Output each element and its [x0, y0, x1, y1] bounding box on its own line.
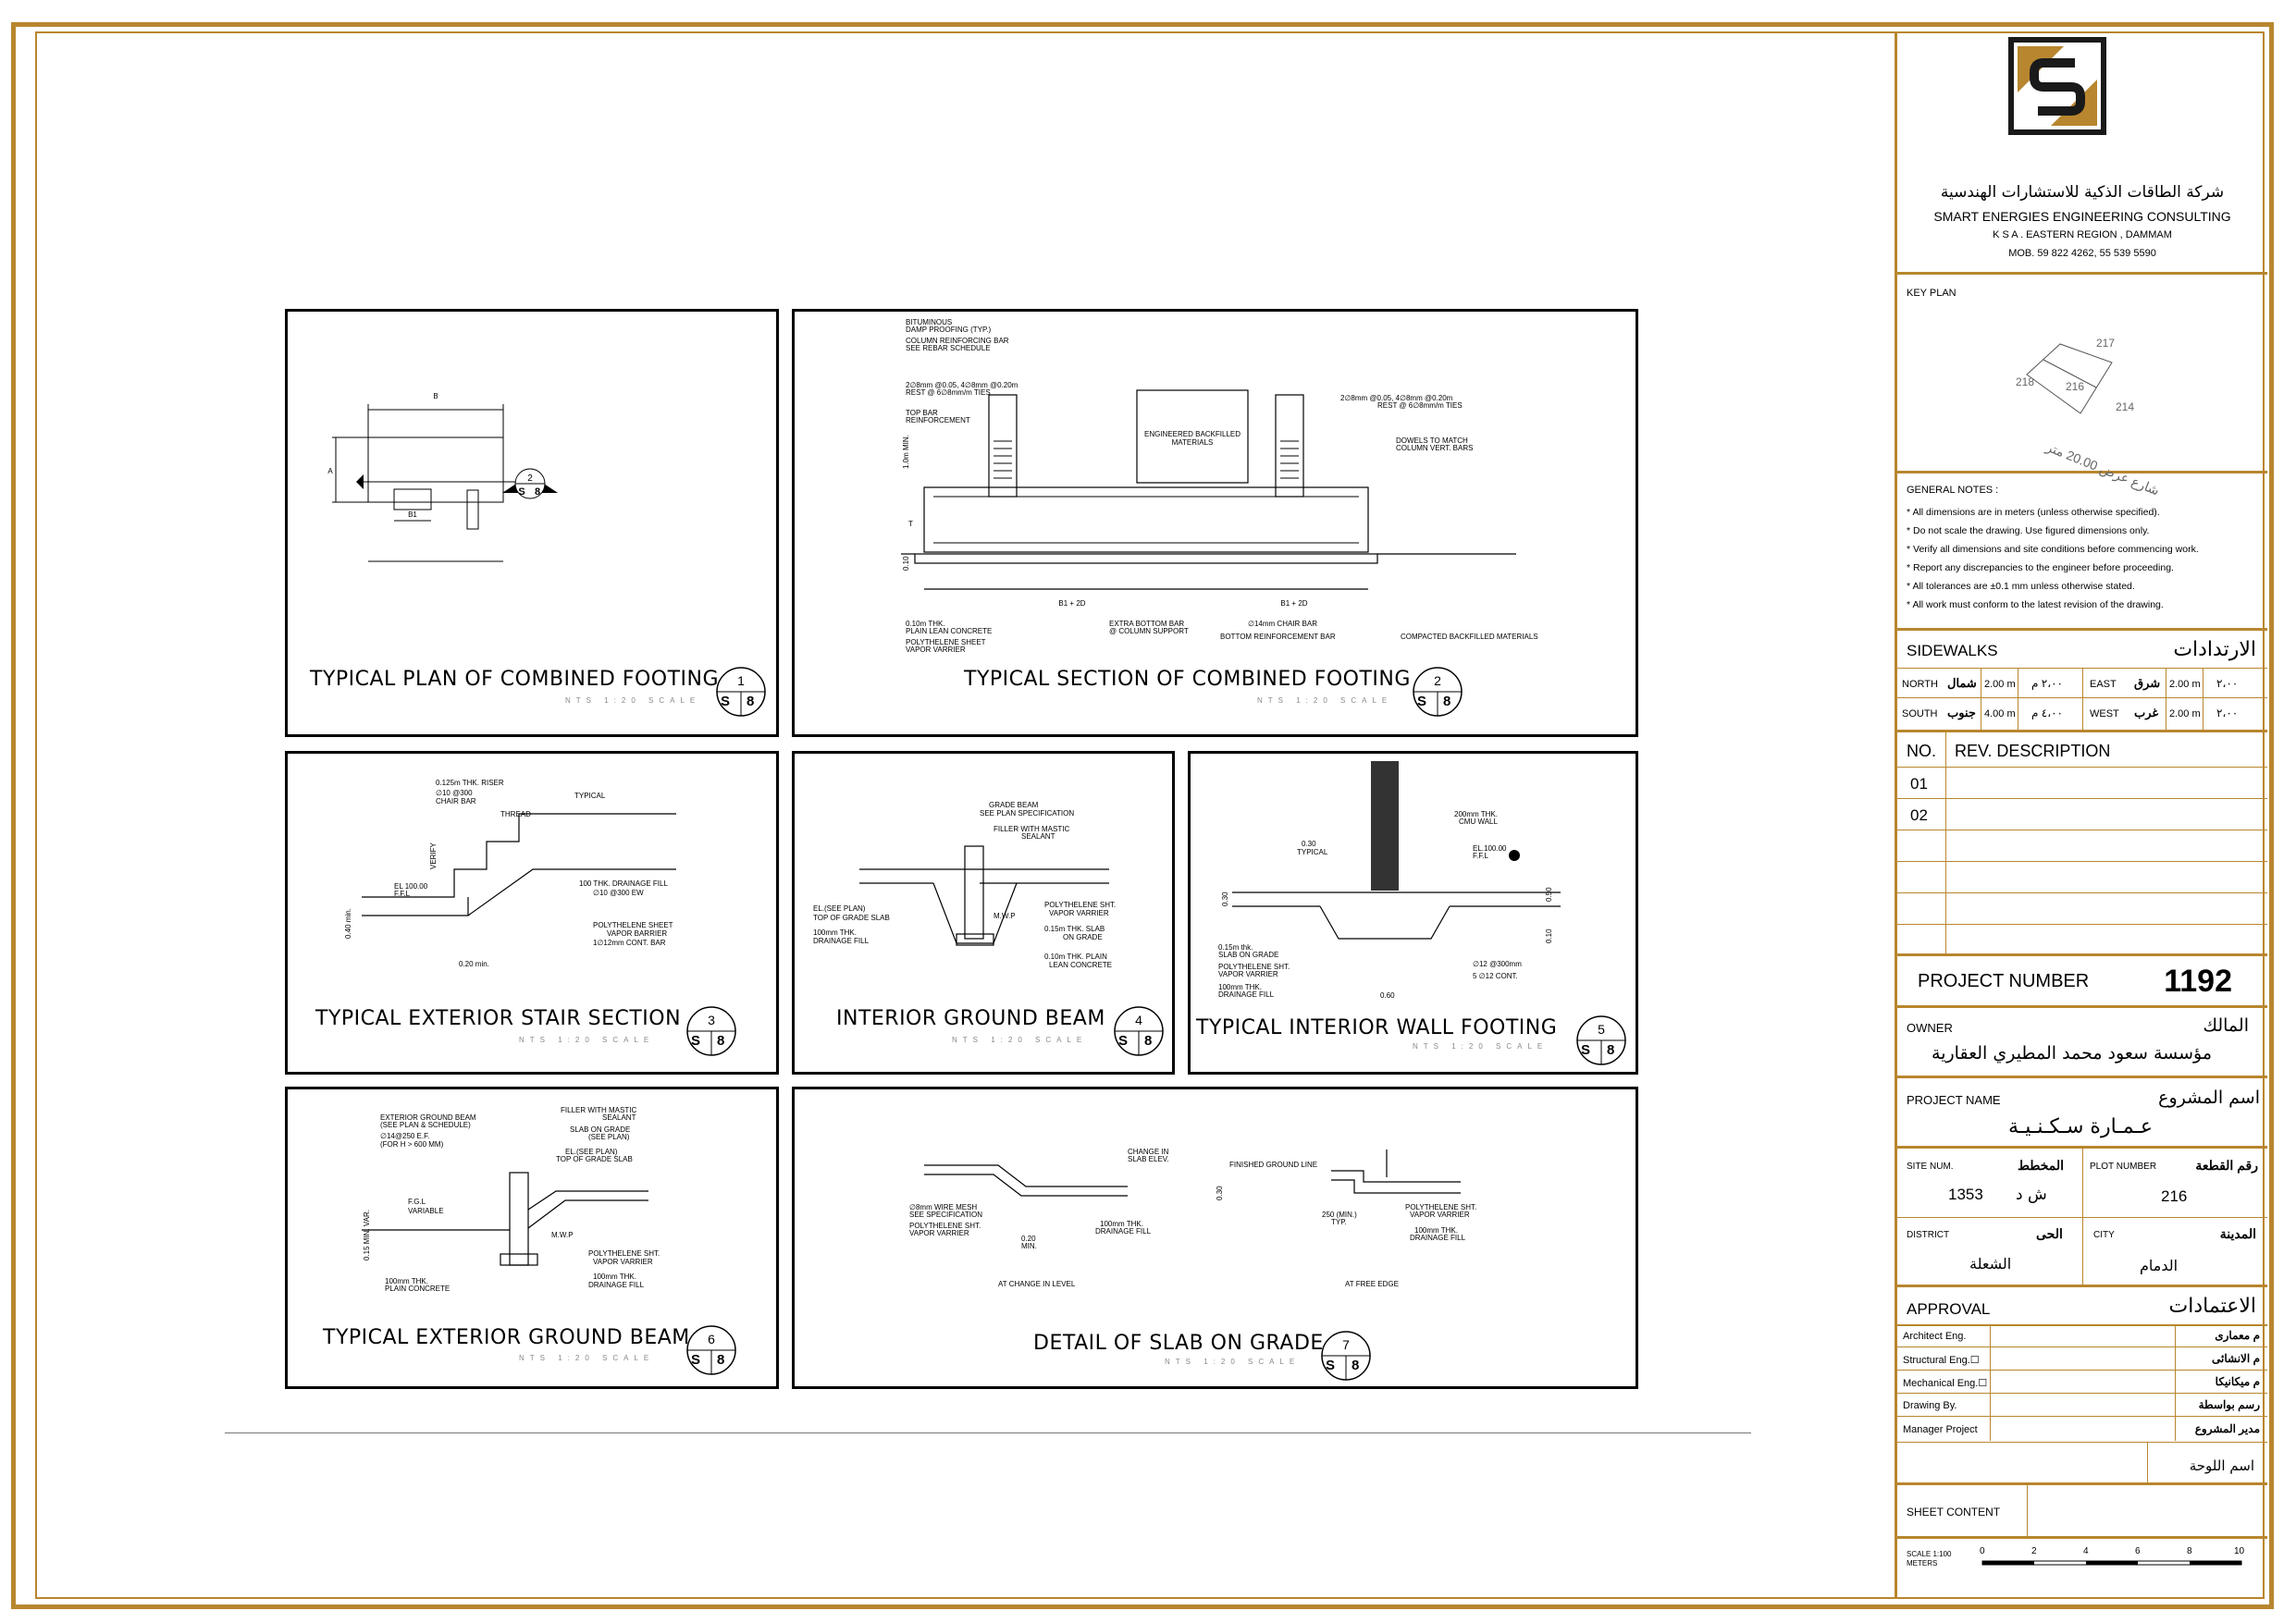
- detail-bubble: [684, 1322, 739, 1378]
- panel-interior-wall-footing: [1188, 751, 1638, 1075]
- p2-note: COMPACTED BACKFILLED MATERIALS: [1401, 633, 1538, 641]
- scale-unit: METERS: [1907, 1559, 1938, 1568]
- approval-role: Drawing By.: [1903, 1400, 1957, 1411]
- scale-mark: NTS 1:20 SCALE: [519, 1354, 655, 1362]
- p2-note: REST @ 6∅8mm/m TIES: [906, 388, 991, 397]
- p6-note: TOP OF GRADE SLAB: [556, 1155, 633, 1163]
- site-info-section: [1897, 1149, 2267, 1287]
- p5-note: 0.30: [1221, 891, 1229, 906]
- note-item: * All work must conform to the latest revision of the drawing.: [1907, 599, 2164, 610]
- p4-note: FILLER WITH MASTIC: [994, 825, 1070, 833]
- approval-role-ar: مدير المشروع: [2194, 1422, 2260, 1435]
- p3-note: ∅10 @300: [436, 789, 473, 797]
- plot-value: 216: [2161, 1187, 2188, 1205]
- company-location: K S A . EASTERN REGION , DAMMAM: [1993, 229, 2172, 240]
- project-name-label: PROJECT NAME: [1907, 1093, 2001, 1107]
- city-label-ar: المدينة: [2219, 1226, 2256, 1241]
- panel-exterior-stair: [285, 751, 779, 1075]
- approval-role-ar: م ميكانيكا: [2215, 1375, 2260, 1388]
- p2-note: EXTRA BOTTOM BAR: [1109, 620, 1185, 628]
- p3-note: EL 100.00: [394, 882, 428, 891]
- approval-title-ar: الاعتمادات: [2168, 1295, 2256, 1318]
- p2-note: TOP BAR: [906, 409, 938, 417]
- detail-bubble: [1111, 1003, 1167, 1059]
- scale-tick: 10: [2234, 1546, 2245, 1556]
- p3-note: F.F.L: [394, 890, 410, 898]
- p7-note: MIN.: [1021, 1242, 1037, 1250]
- sheet-num: 8: [1352, 1358, 1360, 1373]
- p1-dim-b1: B1: [408, 510, 417, 519]
- p6-note: M.W.P: [551, 1231, 574, 1239]
- sidewalks-title-ar: الارتدادات: [2173, 638, 2256, 661]
- p3-note: VAPOR BARRIER: [607, 929, 668, 938]
- panel-interior-ground-beam: [792, 751, 1175, 1075]
- p6-note: PLAIN CONCRETE: [385, 1285, 451, 1293]
- p6-note: SEALANT: [602, 1113, 636, 1122]
- panel-title: TYPICAL INTERIOR WALL FOOTING: [1196, 1016, 1558, 1039]
- sheet-code: S: [1118, 1033, 1129, 1049]
- p2-note: 2∅8mm @0.05, 4∅8mm @0.20m: [906, 381, 1018, 389]
- sheet-num: 8: [747, 694, 755, 709]
- approval-role: Manager Project: [1903, 1424, 1978, 1435]
- rev-col-no: NO.: [1907, 742, 1937, 760]
- p7-note: POLYTHELENE SHT.: [1405, 1203, 1477, 1211]
- rev-row-no: 02: [1910, 806, 1928, 824]
- p3-note: 100 THK. DRAINAGE FILL: [579, 879, 668, 888]
- p2-note: 0.10m THK.: [906, 620, 945, 628]
- detail-num: 3: [708, 1013, 715, 1027]
- site-num-value: 1353: [1948, 1186, 1983, 1203]
- scale-tick: 4: [2083, 1546, 2089, 1556]
- scale-mark: NTS 1:20 SCALE: [952, 1036, 1088, 1044]
- detail-num: 5: [1598, 1022, 1605, 1037]
- p5-note: VAPOR VARRIER: [1218, 970, 1278, 978]
- p6-note: 0.15 MIN. VAR.: [363, 1210, 371, 1260]
- p5-note: 0.50: [1545, 887, 1553, 902]
- panel-plan-combined-footing: [285, 309, 779, 737]
- p3-note: 1∅12mm CONT. BAR: [593, 939, 666, 947]
- p4-note: 100mm THK.: [813, 928, 857, 937]
- lot-number: 217: [2096, 337, 2116, 350]
- p4-note: VAPOR VARRIER: [1049, 909, 1109, 917]
- scale-label: SCALE 1:100: [1907, 1550, 1952, 1558]
- detail-bubble: [1574, 1013, 1629, 1068]
- sidewalk-value: 2.00 m: [1984, 679, 2016, 690]
- p2-note: MATERIALS: [1171, 438, 1214, 447]
- scale-section: [1897, 1539, 2267, 1599]
- p3-note: 0.20 min.: [459, 960, 489, 968]
- sidewalk-value-ar: ٤،٠٠ م: [2031, 707, 2063, 719]
- p6-note: (SEE PLAN & SCHEDULE): [380, 1121, 471, 1129]
- rev-row-no: 01: [1910, 775, 1928, 793]
- sheet-num: 8: [717, 1352, 725, 1368]
- scale-mark: NTS 1:20 SCALE: [1257, 696, 1393, 705]
- p7-note: POLYTHELENE SHT.: [909, 1222, 981, 1230]
- p5-note: F.F.L: [1473, 852, 1488, 860]
- owner-label: OWNER: [1907, 1021, 1953, 1035]
- detail-num: 1: [737, 673, 745, 688]
- bottom-divider: [225, 1432, 1751, 1433]
- detail-num: 4: [1135, 1013, 1142, 1027]
- p6-note: SLAB ON GRADE: [570, 1125, 631, 1134]
- sheet-code: S: [1417, 694, 1427, 709]
- detail-num: 6: [708, 1332, 715, 1346]
- p6-note: 100mm THK.: [593, 1273, 636, 1281]
- sheet-code: S: [691, 1352, 701, 1368]
- p5-note: 0.60: [1380, 991, 1395, 1000]
- project-number-value: 1192: [2164, 964, 2232, 999]
- sidewalks-title-en: SIDEWALKS: [1907, 642, 1998, 659]
- p2-note: COLUMN REINFORCING BAR: [906, 337, 1009, 345]
- p4-note: TOP OF GRADE SLAB: [813, 914, 890, 922]
- p5-note: POLYTHELENE SHT.: [1218, 963, 1290, 971]
- p2-note: DOWELS TO MATCH: [1396, 436, 1468, 445]
- key-plan-label: KEY PLAN: [1907, 288, 1957, 299]
- p3-note: TYPICAL: [574, 792, 606, 800]
- note-item: * Verify all dimensions and site conditions before commencing work.: [1907, 544, 2199, 555]
- p7-note: DRAINAGE FILL: [1410, 1234, 1466, 1242]
- sidewalk-value: 2.00 m: [2169, 679, 2201, 690]
- p5-note: TYPICAL: [1297, 848, 1328, 856]
- p2-note: REINFORCEMENT: [906, 416, 970, 424]
- p7-note: 0.30: [1216, 1186, 1224, 1200]
- scale-mark: NTS 1:20 SCALE: [1413, 1042, 1549, 1051]
- sidewalk-dir-ar: شرق: [2134, 676, 2161, 690]
- note-item: * Do not scale the drawing. Use figured dimensions only.: [1907, 525, 2150, 536]
- p5-note: 5 ∅12 CONT.: [1473, 972, 1518, 980]
- p7-note: SEE SPECIFICATION: [909, 1211, 982, 1219]
- p7-note: 250 (MIN.): [1322, 1211, 1357, 1219]
- owner-label-ar: المالك: [2203, 1015, 2249, 1036]
- p2-note: T: [908, 520, 913, 528]
- panel-title: DETAIL OF SLAB ON GRADE: [1033, 1332, 1324, 1355]
- p5-note: 100mm THK.: [1218, 983, 1262, 991]
- sheet-num: 8: [1144, 1033, 1153, 1049]
- p2-note: DAMP PROOFING (TYP.): [906, 326, 992, 334]
- detail-bubble: [1318, 1328, 1374, 1383]
- p5-note: CMU WALL: [1459, 818, 1498, 826]
- scale-mark: NTS 1:20 SCALE: [565, 696, 701, 705]
- p2-note: ∅14mm CHAIR BAR: [1248, 620, 1317, 628]
- approval-role: Architect Eng.: [1903, 1331, 1967, 1342]
- p6-note: VAPOR VARRIER: [593, 1258, 653, 1266]
- approval-role: Structural Eng.☐: [1903, 1355, 1980, 1366]
- p6-note: F.G.L: [408, 1198, 426, 1206]
- p6-note: ∅14@250 E.F.: [380, 1132, 430, 1140]
- sidewalks-section: [1897, 631, 2267, 732]
- detail-num: 2: [1434, 673, 1441, 688]
- district-label-ar: الحى: [2036, 1226, 2063, 1241]
- sidewalk-value-ar: ٢،٠٠: [2216, 677, 2239, 690]
- p6-note: 100mm THK.: [385, 1277, 428, 1285]
- p4-note: ON GRADE: [1063, 933, 1103, 941]
- p7-note: AT FREE EDGE: [1345, 1280, 1399, 1288]
- sidewalk-dir-ar: شمال: [1947, 676, 1977, 690]
- p6-note: POLYTHELENE SHT.: [588, 1249, 660, 1258]
- p2-note: BOTTOM REINFORCEMENT BAR: [1220, 633, 1336, 641]
- company-section: [1897, 31, 2267, 275]
- p4-note: M.W.P: [994, 912, 1016, 920]
- p7-note: 0.20: [1021, 1235, 1036, 1243]
- plot-label: PLOT NUMBER: [2090, 1162, 2157, 1172]
- p6-note: DRAINAGE FILL: [588, 1281, 645, 1289]
- p1-dim-a: A: [327, 467, 333, 475]
- panel-title: TYPICAL PLAN OF COMBINED FOOTING: [310, 668, 720, 691]
- project-number-label: PROJECT NUMBER: [1918, 971, 2090, 991]
- p2-note: B1 + 2D: [1058, 599, 1086, 608]
- sheet-num: 8: [717, 1033, 725, 1049]
- p4-note: SEE PLAN SPECIFICATION: [980, 809, 1075, 818]
- approval-title-en: APPROVAL: [1907, 1300, 1991, 1318]
- p1-ref-s: S: [518, 486, 525, 498]
- detail-num: 7: [1342, 1337, 1350, 1352]
- sheet-num: 8: [1607, 1042, 1615, 1058]
- scale-mark: NTS 1:20 SCALE: [1165, 1358, 1301, 1366]
- lot-number: 214: [2116, 400, 2135, 413]
- p2-note: 1.0m MIN.: [902, 435, 910, 469]
- scale-bar: [1981, 1552, 2249, 1580]
- p6-note: (SEE PLAN): [588, 1133, 630, 1141]
- p5-note: EL.100.00: [1473, 844, 1507, 853]
- p2-note: 2∅8mm @0.05, 4∅8mm @0.20m: [1340, 394, 1453, 402]
- p4-note: 0.10m THK. PLAIN: [1044, 953, 1107, 961]
- p2-note: POLYTHELENE SHEET: [906, 638, 986, 646]
- p7-note: 100mm THK.: [1414, 1226, 1458, 1235]
- p4-note: EL.(SEE PLAN): [813, 904, 866, 913]
- sidewalk-value-ar: ٢،٠٠ م: [2031, 677, 2063, 690]
- company-mobile: MOB. 59 822 4262, 55 539 5590: [2008, 248, 2156, 259]
- district-value: الشعلة: [1969, 1255, 2012, 1273]
- street-label: شارع عرض 20.00 متر: [2043, 438, 2162, 498]
- lot-number: 218: [2016, 375, 2035, 388]
- city-value: الدمام: [2140, 1257, 2179, 1274]
- approval-role-ar: م معمارى: [2215, 1329, 2260, 1342]
- p2-note: COLUMN VERT. BARS: [1396, 444, 1474, 452]
- site-num-label: SITE NUM.: [1907, 1162, 1954, 1172]
- p7-note: SLAB ELEV.: [1128, 1155, 1169, 1163]
- p7-note: FINISHED GROUND LINE: [1229, 1161, 1318, 1169]
- panel-title: TYPICAL EXTERIOR GROUND BEAM: [323, 1326, 690, 1349]
- sidewalk-dir: NORTH: [1902, 679, 1938, 690]
- p4-note: GRADE BEAM: [989, 801, 1039, 809]
- rev-col-desc: REV. DESCRIPTION: [1955, 742, 2111, 760]
- title-block: [1895, 31, 2265, 1599]
- p6-note: VARIABLE: [408, 1207, 444, 1215]
- scale-tick: 8: [2187, 1546, 2192, 1556]
- p7-note: CHANGE IN: [1128, 1148, 1169, 1156]
- p5-note: 200mm THK.: [1454, 810, 1498, 818]
- p7-note: AT CHANGE IN LEVEL: [998, 1280, 1076, 1288]
- panel-slab-on-grade: [792, 1087, 1638, 1389]
- p2-note: @ COLUMN SUPPORT: [1109, 627, 1189, 635]
- project-number-section: [1897, 956, 2267, 1008]
- p4-note: SEALANT: [1021, 832, 1055, 841]
- approval-role-ar: رسم بواسطة: [2198, 1398, 2260, 1411]
- p3-note: ∅10 @300 EW: [593, 889, 644, 897]
- project-name-value: عـمـارة سـكـنـيـة: [2008, 1115, 2154, 1138]
- general-notes-title: GENERAL NOTES :: [1907, 485, 1999, 496]
- p4-note: POLYTHELENE SHT.: [1044, 901, 1117, 909]
- p7-note: VAPOR VARRIER: [909, 1229, 969, 1237]
- p2-note: REST @ 6∅8mm/m TIES: [1377, 401, 1463, 410]
- detail-bubble: [1410, 664, 1465, 719]
- p7-note: ∅8mm WIRE MESH: [909, 1203, 978, 1211]
- p4-note: DRAINAGE FILL: [813, 937, 870, 945]
- p5-note: 0.10: [1545, 928, 1553, 943]
- p5-note: DRAINAGE FILL: [1218, 990, 1275, 999]
- p2-note: PLAIN LEAN CONCRETE: [906, 627, 993, 635]
- sidewalk-value-ar: ٢،٠٠: [2216, 707, 2239, 719]
- approval-role: Mechanical Eng.☐: [1903, 1378, 1988, 1389]
- p3-note: POLYTHELENE SHEET: [593, 921, 673, 929]
- sheet-code: S: [1326, 1358, 1336, 1373]
- p6-note: (FOR H > 600 MM): [380, 1140, 444, 1149]
- sheet-code: S: [691, 1033, 701, 1049]
- lot-number: 216: [2066, 380, 2085, 393]
- sidewalk-dir: EAST: [2090, 679, 2117, 690]
- detail-bubble: [684, 1003, 739, 1059]
- project-name-section: [1897, 1078, 2267, 1149]
- p4-note: 0.15m THK. SLAB: [1044, 925, 1105, 933]
- detail-bubble: [713, 664, 769, 719]
- p3-note: CHAIR BAR: [436, 797, 476, 805]
- p6-note: EXTERIOR GROUND BEAM: [380, 1113, 476, 1122]
- p4-note: LEAN CONCRETE: [1049, 961, 1113, 969]
- sidewalk-dir-ar: جنوب: [1947, 706, 1976, 719]
- approval-section: [1897, 1287, 2267, 1485]
- p3-note: 0.125m THK. RISER: [436, 779, 504, 787]
- site-num-value-ar: ش د: [2016, 1186, 2047, 1204]
- p5-note: ∅12 @300mm: [1473, 960, 1522, 968]
- sheet-code: S: [1581, 1042, 1591, 1058]
- sheet-name-ar: اسم اللوحة: [2189, 1457, 2254, 1474]
- p3-note: 0.40 min.: [344, 908, 352, 939]
- sheet-code: S: [721, 694, 731, 709]
- note-item: * Report any discrepancies to the engineer before proceeding.: [1907, 562, 2174, 573]
- p5-note: SLAB ON GRADE: [1218, 951, 1279, 959]
- owner-value: مؤسسة سعود محمد المطيري العقارية: [1932, 1043, 2212, 1064]
- p6-note: FILLER WITH MASTIC: [561, 1106, 637, 1114]
- p7-note: TYP.: [1331, 1218, 1347, 1226]
- company-logo: [2008, 37, 2106, 135]
- p1-dim-b: B: [433, 392, 438, 400]
- approval-role-ar: م الانشائى: [2212, 1352, 2260, 1365]
- note-item: * All tolerances are ±0.1 mm unless otherwise stated.: [1907, 581, 2135, 592]
- scale-tick: 0: [1980, 1546, 1985, 1556]
- city-label: CITY: [2093, 1230, 2115, 1240]
- p1-ref-num: 2: [527, 473, 533, 484]
- panel-section-combined-footing: [792, 309, 1638, 737]
- p2-note: SEE REBAR SCHEDULE: [906, 344, 991, 352]
- sidewalk-dir: WEST: [2090, 708, 2119, 719]
- p2-note: ENGINEERED BACKFILLED: [1143, 430, 1241, 438]
- panel-title: INTERIOR GROUND BEAM: [836, 1007, 1105, 1030]
- scale-tick: 6: [2135, 1546, 2141, 1556]
- revisions-section: [1897, 732, 2267, 956]
- p5-note: 0.30: [1302, 840, 1316, 848]
- p2-note: B1 + 2D: [1280, 599, 1308, 608]
- owner-section: [1897, 1008, 2267, 1078]
- p7-note: 100mm THK.: [1100, 1220, 1143, 1228]
- plot-label-ar: رقم القطعة: [2195, 1158, 2258, 1173]
- sidewalk-value: 4.00 m: [1984, 708, 2016, 719]
- p3-note: THREAD: [500, 810, 531, 818]
- p3-note: VERIFY: [429, 842, 438, 869]
- panel-title: TYPICAL SECTION OF COMBINED FOOTING: [964, 668, 1411, 691]
- sidewalk-value: 2.00 m: [2169, 708, 2201, 719]
- scale-mark: NTS 1:20 SCALE: [519, 1036, 655, 1044]
- panel-exterior-ground-beam: [285, 1087, 779, 1389]
- sheet-num: 8: [1443, 694, 1451, 709]
- p1-ref-n: 8: [534, 486, 541, 498]
- sheet-content-label: SHEET CONTENT: [1907, 1506, 2001, 1518]
- p7-note: VAPOR VARRIER: [1410, 1211, 1470, 1219]
- project-name-label-ar: اسم المشروع: [2158, 1088, 2260, 1108]
- panel-title: TYPICAL EXTERIOR STAIR SECTION: [315, 1007, 682, 1030]
- p2-note: VAPOR VARRIER: [906, 646, 966, 654]
- company-name-ar: شركة الطاقات الذكية للاستشارات الهندسية: [1940, 183, 2225, 202]
- p7-note: DRAINAGE FILL: [1095, 1227, 1152, 1236]
- sheet-content-section: [1897, 1485, 2267, 1539]
- p2-note: BITUMINOUS: [906, 318, 953, 326]
- sidewalk-dir: SOUTH: [1902, 708, 1938, 719]
- p6-note: EL.(SEE PLAN): [565, 1148, 618, 1156]
- general-notes-section: [1897, 473, 2267, 631]
- sidewalk-dir-ar: غرب: [2134, 706, 2159, 719]
- site-num-label-ar: المخطط: [2018, 1158, 2065, 1173]
- company-name-en: SMART ENERGIES ENGINEERING CONSULTING: [1933, 209, 2231, 224]
- p2-note: 0.10: [902, 556, 910, 571]
- district-label: DISTRICT: [1907, 1230, 1950, 1240]
- scale-tick: 2: [2031, 1546, 2037, 1556]
- note-item: * All dimensions are in meters (unless otherwise specified).: [1907, 507, 2160, 518]
- p5-note: 0.15m thk.: [1218, 943, 1253, 952]
